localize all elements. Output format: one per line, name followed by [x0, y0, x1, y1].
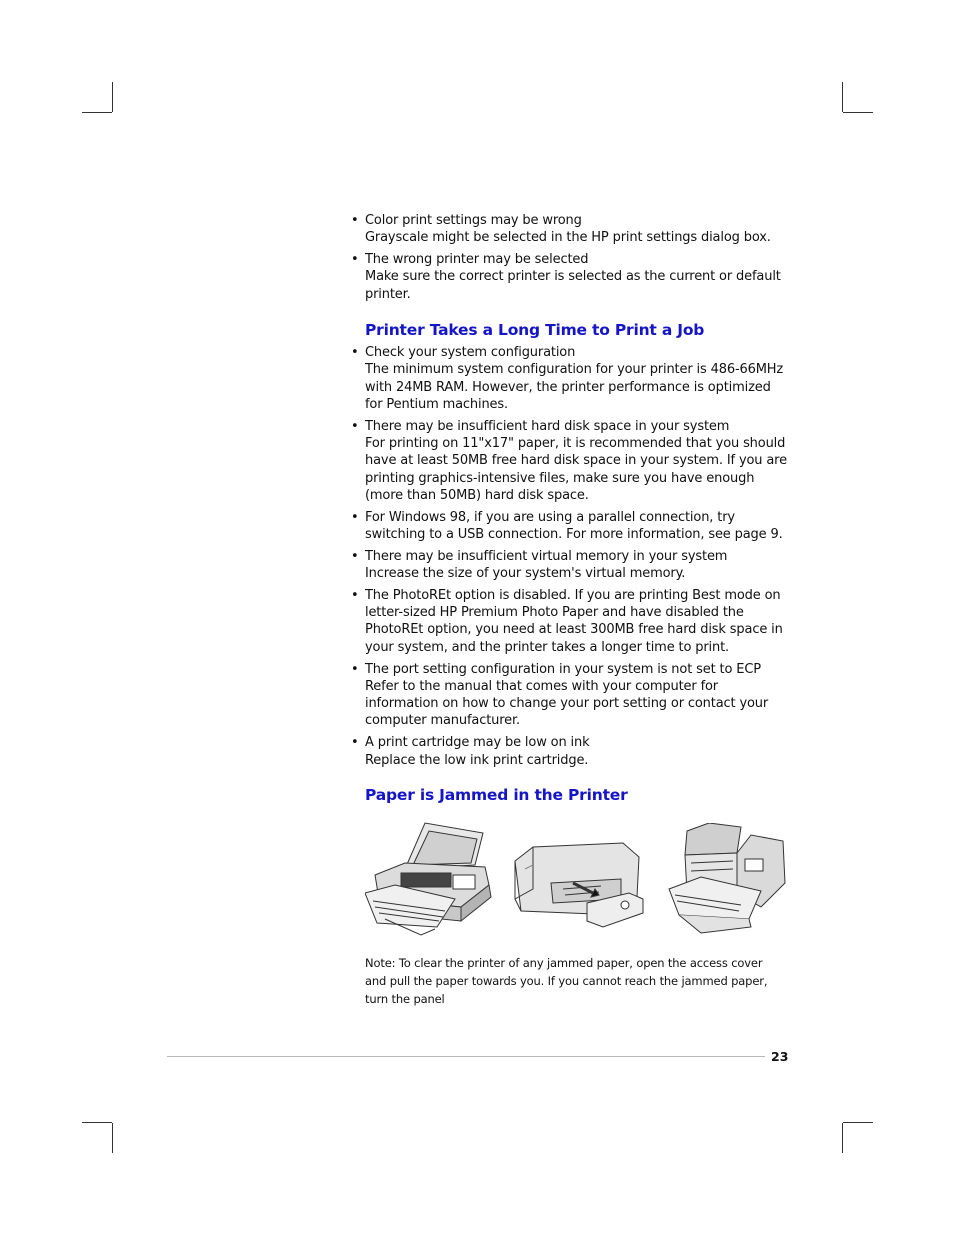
bullet: •	[351, 661, 359, 677]
item-description: Replace the low ink print cartridge.	[365, 752, 589, 768]
bullet: •	[351, 587, 359, 603]
bullet: •	[351, 509, 359, 525]
item-description: For printing on 11"x17" paper, it is recommended that you should have at least 50MB free hard disk space in your system. If you are printing graphics-intensive files, make sure you have enough (more than 50MB) hard disk space.	[365, 435, 787, 503]
item-title: The port setting configuration in your system is not set to ECP	[365, 661, 761, 677]
crop-mark	[842, 82, 843, 112]
list-item	[321, 548, 790, 583]
item-title: There may be insufficient virtual memory in your system	[365, 548, 728, 564]
list-item	[321, 251, 790, 303]
bullet: •	[351, 252, 359, 268]
item-title: Check your system configuration	[365, 344, 576, 360]
bullet: •	[351, 213, 359, 228]
footer-divider	[167, 1056, 765, 1057]
bullet: •	[351, 735, 359, 751]
list-item	[321, 587, 790, 656]
section-heading: Paper is Jammed in the Printer	[365, 785, 628, 804]
item-title: The PhotoREt option is disabled. If you are printing Best mode on letter-sized HP Premium Photo Paper and have disabled the PhotoREt option, you need at least 300MB free hard disk space in your system, and the printer takes a longer time to print.	[365, 587, 783, 655]
crop-mark	[843, 1122, 873, 1123]
intro-list	[351, 212, 790, 303]
section-heading: Printer Takes a Long Time to Print a Job	[365, 320, 705, 339]
item-description: Grayscale might be selected in the HP print settings dialog box.	[365, 230, 771, 246]
list-item	[321, 212, 790, 247]
item-title: The wrong printer may be selected	[365, 252, 589, 268]
item-description: Increase the size of your system's virtual memory.	[365, 566, 686, 582]
list-item	[321, 344, 790, 413]
item-title: Color print settings may be wrong	[365, 213, 582, 228]
crop-mark	[112, 82, 113, 112]
list-item	[321, 734, 790, 769]
printer-front-illustration	[661, 823, 789, 941]
bullet: •	[351, 344, 359, 360]
item-description: Make sure the correct printer is selected as the current or default printer.	[365, 269, 781, 302]
item-title: There may be insufficient hard disk space in your system	[365, 418, 730, 434]
crop-mark	[112, 1123, 113, 1153]
page-content	[351, 212, 790, 1008]
crop-mark	[82, 112, 112, 113]
item-title: A print cartridge may be low on ink	[365, 735, 590, 751]
page-number: 23	[771, 1049, 789, 1064]
crop-mark	[843, 112, 873, 113]
crop-mark	[842, 1123, 843, 1153]
item-description: Refer to the manual that comes with your computer for information on how to change your port setting or contact your computer manufacturer.	[365, 678, 769, 729]
printer-illustrations	[365, 819, 790, 944]
printer-rear-panel-illustration	[511, 839, 645, 931]
item-description: The minimum system configuration for your printer is 486-66MHz with 24MB RAM. However, the printer performance is optimized for Pentium machines.	[365, 362, 784, 412]
bullet: •	[351, 548, 359, 564]
printer-open-cover-illustration	[365, 819, 493, 937]
long-time-list	[351, 344, 790, 769]
crop-mark	[82, 1122, 112, 1123]
item-title: For Windows 98, if you are using a parallel connection, try switching to a USB connection. For more information, see page 9.	[365, 509, 783, 542]
list-item	[321, 418, 790, 504]
bullet: •	[351, 418, 359, 434]
jam-note: Note: To clear the printer of any jammed paper, open the access cover and pull the paper towards you. If you cannot reach the jammed paper, turn the panel	[365, 955, 768, 1006]
list-item	[321, 509, 790, 544]
list-item	[321, 661, 790, 730]
